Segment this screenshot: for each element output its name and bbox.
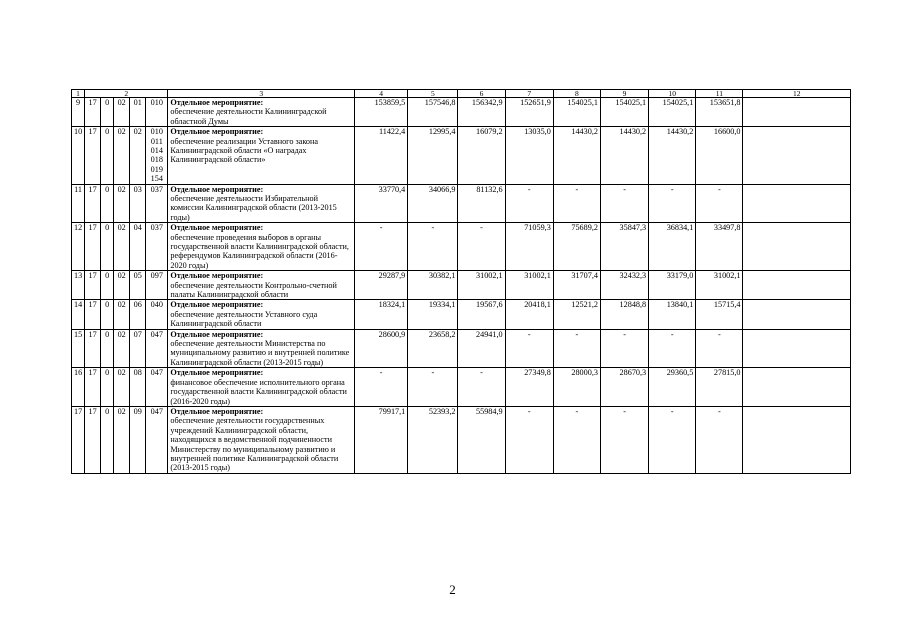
header-cell: 2 (85, 90, 168, 98)
program-code-cell: 17 (85, 271, 101, 300)
department-codes-cell (146, 329, 168, 368)
value-cell: - (458, 223, 505, 271)
value-cell: - (649, 406, 696, 473)
notes-cell (743, 127, 851, 184)
program-code-cell: 17 (85, 223, 101, 271)
value-cell: 12521,2 (553, 300, 600, 329)
subprogram-code-cell: 0 (101, 184, 114, 223)
value-cell: 31002,1 (505, 271, 553, 300)
value-cell: 52393,2 (408, 406, 458, 473)
header-cell: 7 (505, 90, 553, 98)
value-cell: 33770,4 (355, 184, 408, 223)
header-cell: 3 (168, 90, 355, 98)
measure-description: обеспечение деятельности Министерства по муниципальному развитию и внутренней политике Калининградской области (2013-2015 годы) (170, 339, 350, 367)
value-cell: 18324,1 (355, 300, 408, 329)
page-number: 2 (449, 582, 456, 597)
value-cell: 32432,3 (600, 271, 648, 300)
measure-description: обеспечение деятельности Уставного суда Калининградской области (170, 309, 318, 329)
value-cell: 14430,2 (600, 127, 648, 184)
value-cell: 13035,0 (505, 127, 553, 184)
value-cell: - (458, 368, 505, 407)
value-cell: - (600, 329, 648, 368)
department-codes-cell (146, 406, 168, 473)
value-cell: 154025,1 (553, 98, 600, 127)
measure-title: Отдельное мероприятие: (170, 300, 264, 310)
value-cell: - (649, 184, 696, 223)
value-cell: 28670,3 (600, 368, 648, 407)
department-code: 040 (150, 300, 163, 310)
value-cell: - (553, 406, 600, 473)
header-cell: 9 (600, 90, 648, 98)
measure-code-cell: 03 (130, 184, 146, 223)
value-cell: - (600, 406, 648, 473)
value-cell: - (696, 184, 743, 223)
value-cell: 55984,9 (458, 406, 505, 473)
value-cell: - (505, 406, 553, 473)
subprogram-code-cell: 0 (101, 127, 114, 184)
notes-cell (743, 271, 851, 300)
table-row (72, 406, 851, 473)
value-cell: - (355, 368, 408, 407)
notes-cell (743, 223, 851, 271)
header-cell: 1 (72, 90, 85, 98)
department-code: 097 (150, 271, 163, 281)
value-cell: 154025,1 (649, 98, 696, 127)
value-cell: 11422,4 (355, 127, 408, 184)
header-row (72, 90, 851, 98)
department-code: 010 (150, 98, 163, 107)
value-cell: 152651,9 (505, 98, 553, 127)
value-cell: - (505, 329, 553, 368)
value-cell: 28600,9 (355, 329, 408, 368)
department-codes-cell (146, 300, 168, 329)
header-cell: 8 (553, 90, 600, 98)
program-code-cell: 17 (85, 368, 101, 407)
row-number-cell: 12 (72, 223, 85, 271)
department-code: 154 (150, 174, 163, 184)
value-cell: 14430,2 (553, 127, 600, 184)
value-cell: 29360,5 (649, 368, 696, 407)
subprogram-code-cell: 0 (101, 271, 114, 300)
header-cell: 6 (458, 90, 505, 98)
measure-title: Отдельное мероприятие: (170, 329, 264, 339)
value-cell: - (600, 184, 648, 223)
value-cell: - (696, 329, 743, 368)
department-codes-cell (146, 184, 168, 223)
value-cell: 12848,8 (600, 300, 648, 329)
value-cell: 71059,3 (505, 223, 553, 271)
department-codes-cell (146, 368, 168, 407)
notes-cell (743, 98, 851, 127)
section-code-cell: 02 (114, 98, 130, 127)
program-code-cell: 17 (85, 329, 101, 368)
header-cell: 11 (696, 90, 743, 98)
table-row (72, 300, 851, 329)
table-row (72, 127, 851, 184)
value-cell: 31707,4 (553, 271, 600, 300)
subprogram-code-cell: 0 (101, 329, 114, 368)
value-cell: 79917,1 (355, 406, 408, 473)
header-cell: 10 (649, 90, 696, 98)
value-cell: - (553, 329, 600, 368)
value-cell: 36834,1 (649, 223, 696, 271)
measure-description: обеспечение проведения выборов в органы государственной власти Калининградской области, референдумов Калининградской области (2016-2020 годы) (170, 232, 349, 270)
notes-cell (743, 368, 851, 407)
subprogram-code-cell: 0 (101, 98, 114, 127)
measure-name-cell (168, 223, 355, 271)
measure-name-cell (168, 300, 355, 329)
measure-title: Отдельное мероприятие: (170, 223, 264, 233)
measure-title: Отдельное мероприятие: (170, 368, 264, 378)
measure-code-cell: 01 (130, 98, 146, 127)
department-codes-cell (146, 271, 168, 300)
measure-code-cell: 02 (130, 127, 146, 184)
department-code: 047 (150, 329, 163, 339)
measure-name-cell (168, 406, 355, 473)
measure-code-cell: 04 (130, 223, 146, 271)
row-number-cell: 17 (72, 406, 85, 473)
value-cell: 28000,3 (553, 368, 600, 407)
section-code-cell: 02 (114, 127, 130, 184)
department-code: 037 (150, 223, 163, 233)
measure-title: Отдельное мероприятие: (170, 184, 264, 194)
measure-description: обеспечение реализации Уставного закона Калининградской области «О наградах Калининградской области» (170, 136, 318, 165)
section-code-cell: 02 (114, 223, 130, 271)
measure-title: Отдельное мероприятие: (170, 98, 264, 107)
value-cell: 33179,0 (649, 271, 696, 300)
measure-name-cell (168, 329, 355, 368)
department-code: 019 (150, 164, 163, 174)
table-row (72, 184, 851, 223)
measure-title: Отдельное мероприятие: (170, 406, 264, 416)
department-code: 047 (150, 406, 163, 416)
header-cell: 12 (743, 90, 851, 98)
row-number-cell: 9 (72, 98, 85, 127)
measure-title: Отдельное мероприятие: (170, 127, 264, 137)
row-number-cell: 11 (72, 184, 85, 223)
value-cell: - (505, 184, 553, 223)
department-code: 018 (150, 155, 163, 165)
value-cell: 27815,0 (696, 368, 743, 407)
table-row (72, 98, 851, 127)
measure-code-cell: 06 (130, 300, 146, 329)
value-cell: 14430,2 (649, 127, 696, 184)
subprogram-code-cell: 0 (101, 406, 114, 473)
program-code-cell: 17 (85, 184, 101, 223)
measure-description: обеспечение деятельности Контрольно-счетной палаты Калининградской области (170, 280, 337, 300)
section-code-cell: 02 (114, 300, 130, 329)
value-cell: - (649, 329, 696, 368)
header-cell: 4 (355, 90, 408, 98)
department-codes-cell (146, 98, 168, 127)
value-cell: 153859,5 (355, 98, 408, 127)
measure-description: финансовое обеспечение исполнительного органа государственной власти Калининградской области (2016-2020 годы) (170, 377, 347, 406)
measure-code-cell: 08 (130, 368, 146, 407)
measure-code-cell: 05 (130, 271, 146, 300)
value-cell: - (696, 406, 743, 473)
value-cell: 81132,6 (458, 184, 505, 223)
value-cell: - (553, 184, 600, 223)
measure-code-cell: 07 (130, 329, 146, 368)
value-cell: 30382,1 (408, 271, 458, 300)
measure-description: обеспечение деятельности Калининградской областной Думы (170, 107, 327, 126)
value-cell: 33497,8 (696, 223, 743, 271)
program-code-cell: 17 (85, 300, 101, 329)
value-cell: 35847,3 (600, 223, 648, 271)
department-code: 014 (150, 146, 163, 155)
value-cell: 16079,2 (458, 127, 505, 184)
notes-cell (743, 300, 851, 329)
program-code-cell: 17 (85, 406, 101, 473)
value-cell: 153651,8 (696, 98, 743, 127)
measure-code-cell: 09 (130, 406, 146, 473)
subprogram-code-cell: 0 (101, 368, 114, 407)
value-cell: 34066,9 (408, 184, 458, 223)
row-number-cell: 16 (72, 368, 85, 407)
section-code-cell: 02 (114, 329, 130, 368)
subprogram-code-cell: 0 (101, 223, 114, 271)
value-cell: 15715,4 (696, 300, 743, 329)
value-cell: - (408, 368, 458, 407)
value-cell: 12995,4 (408, 127, 458, 184)
notes-cell (743, 406, 851, 473)
value-cell: 75689,2 (553, 223, 600, 271)
program-code-cell: 17 (85, 98, 101, 127)
measure-name-cell (168, 127, 355, 184)
section-code-cell: 02 (114, 184, 130, 223)
table-row (72, 271, 851, 300)
value-cell: 16600,0 (696, 127, 743, 184)
section-code-cell: 02 (114, 271, 130, 300)
value-cell: - (408, 223, 458, 271)
value-cell: 13840,1 (649, 300, 696, 329)
measure-description: обеспечение деятельности государственных учреждений Калининградской области, находящихся в ведомственной подчиненности Министерству по муниципальному развитию и внутренней политике Калининградской области (2013-2015 годы) (170, 416, 339, 473)
value-cell: - (355, 223, 408, 271)
table-row (72, 223, 851, 271)
row-number-cell: 14 (72, 300, 85, 329)
value-cell: 154025,1 (600, 98, 648, 127)
department-code: 011 (150, 136, 163, 146)
value-cell: 31002,1 (458, 271, 505, 300)
measure-name-cell (168, 271, 355, 300)
value-cell: 29287,9 (355, 271, 408, 300)
value-cell: 24941,0 (458, 329, 505, 368)
measure-name-cell (168, 98, 355, 127)
department-code: 037 (150, 184, 163, 194)
notes-cell (743, 184, 851, 223)
row-number-cell: 15 (72, 329, 85, 368)
header-cell: 5 (408, 90, 458, 98)
value-cell: 31002,1 (696, 271, 743, 300)
table-row (72, 368, 851, 407)
department-code: 010 (150, 127, 163, 137)
measure-name-cell (168, 368, 355, 407)
row-number-cell: 10 (72, 127, 85, 184)
department-codes-cell (146, 223, 168, 271)
value-cell: 23658,2 (408, 329, 458, 368)
value-cell: 156342,9 (458, 98, 505, 127)
value-cell: 27349,8 (505, 368, 553, 407)
table-row (72, 329, 851, 368)
subprogram-code-cell: 0 (101, 300, 114, 329)
department-code: 047 (150, 368, 163, 378)
measure-description: обеспечение деятельности Избирательной комиссии Калининградской области (2013-2015 годы) (170, 193, 337, 222)
value-cell: 20418,1 (505, 300, 553, 329)
value-cell: 19567,6 (458, 300, 505, 329)
row-number-cell: 13 (72, 271, 85, 300)
value-cell: 157546,8 (408, 98, 458, 127)
notes-cell (743, 329, 851, 368)
budget-table (71, 89, 851, 474)
section-code-cell: 02 (114, 406, 130, 473)
measure-title: Отдельное мероприятие: (170, 271, 264, 281)
program-code-cell: 17 (85, 127, 101, 184)
section-code-cell: 02 (114, 368, 130, 407)
value-cell: 19334,1 (408, 300, 458, 329)
department-codes-cell (146, 127, 168, 184)
measure-name-cell (168, 184, 355, 223)
